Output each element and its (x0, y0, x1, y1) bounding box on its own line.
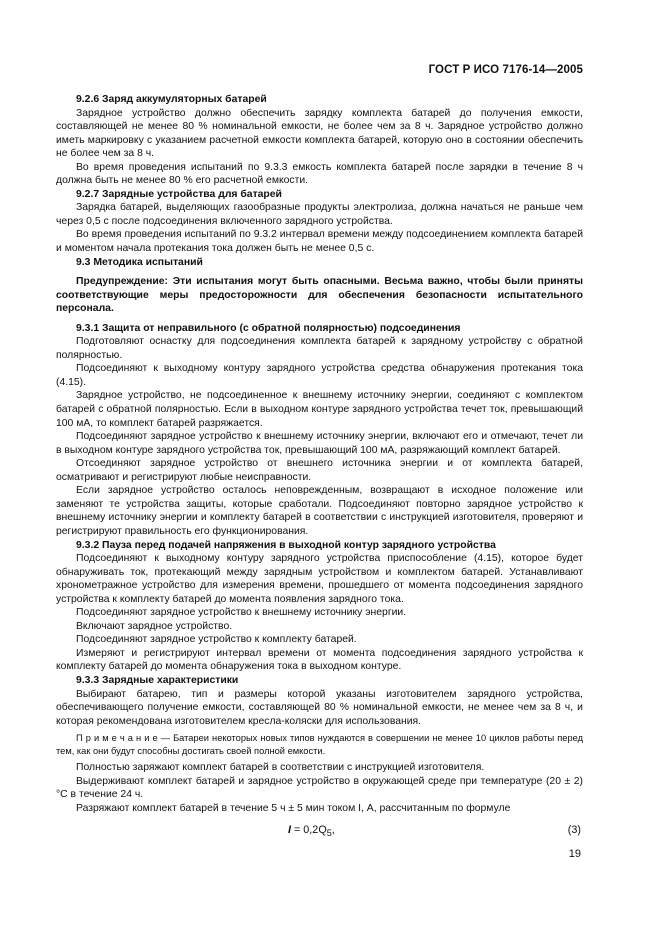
formula-subscript: 5 (326, 827, 332, 838)
section-heading: 9.3 Методика испытаний (76, 256, 203, 268)
body-paragraph: Если зарядное устройство осталось неповрежденным, возвращают в исходное положение или заменяют те устройства защиты, которые сработали. Подсоединяют повторно зарядное устройство к внешнему источнику энергии и комплекту батарей в соответствии с инструкцией изготовителя, проверяют и регистрируют правильность его функционирования. (56, 485, 583, 537)
note-paragraph: П р и м е ч а н и е — Батареи некоторых новых типов нуждаются в совершении не менее 10 циклов работы перед тем, как они будут способны достигать своей полной емкости. (56, 733, 583, 756)
body-paragraph: Во время проведения испытаний по 9.3.2 интервал времени между подсоединением комплекта батарей и моментом начала протекания тока должен быть не менее 0,5 с. (56, 229, 583, 255)
section-heading: 9.3.2 Пауза перед подачей напряжения в выходной контур зарядного устройства (76, 539, 496, 551)
page-number: 19 (568, 848, 581, 860)
body-paragraph: Разряжают комплект батарей в течение 5 ч ± 5 мин током I, А, рассчитанным по формуле (76, 802, 511, 814)
body-paragraph: Зарядка батарей, выделяющих газообразные продукты электролиза, должна начаться не раньше чем через 0,5 с после подсоединения включенного зарядного устройства. (56, 202, 583, 227)
section-heading: 9.2.7 Зарядные устройства для батарей (76, 188, 282, 200)
body-paragraph: Зарядное устройство должно обеспечить зарядку комплекта батарей до получения емкости, составляющей не менее 80 % номинальной емкости, не более чем за 8 ч. Зарядное устройство должно иметь маркировку с указанием расчетной емкости комплекта батарей, которую оно в состоянии обеспечить не более чем за 8 ч. (56, 107, 583, 160)
body-paragraph: Подсоединяют зарядное устройство к внешнему источнику энергии, включают его и отмечают, течет ли в выходном контуре зарядного устройства ток, превышающий 100 мА, разряжающий комплект батарей. (56, 431, 583, 456)
body-paragraph: Полностью заряжают комплект батарей в соответствии с инструкцией изготовителя. (76, 762, 485, 774)
body-paragraph: Выбирают батарею, тип и размеры которой указаны изготовителем зарядного устройства, обеспечивающего получение емкости, составляющей 80 % номинальной емкости, не менее чем за 8 ч, и которая рекомендована изготовителем кресла-коляски для использования. (56, 688, 583, 727)
document-header: ГОСТ Р ИСО 7176-14—2005 (428, 64, 583, 76)
body-paragraph: Подсоединяют к выходному контуру зарядного устройства приспособление (4.15), которое будет обнаруживать ток, протекающий между зарядным устройством и комплектом батарей. Устанавливают хронометражное устройство для измерения времени, прошедшего от момента подсоединения зарядного устройства к комплекту батарей до момента появления зарядного тока. (56, 553, 583, 605)
formula-trail: , (331, 823, 335, 836)
body-paragraph: Подсоединяют к выходному контуру зарядного устройства средства обнаружения протекания тока (4.15). (56, 363, 583, 388)
body-paragraph: Измеряют и регистрируют интервал времени от момента подсоединения зарядного устройства к комплекту батарей до момента обнаружения тока в выходном контуре. (56, 647, 583, 673)
paragraph-list (56, 93, 583, 816)
body-paragraph: Во время проведения испытаний по 9.3.3 емкость комплекта батарей после зарядки в течение 8 ч должна быть не менее 80 % его расчетной емкости. (56, 161, 583, 187)
formula (288, 824, 335, 841)
document-body (56, 93, 583, 842)
formula-lhs: I (288, 823, 291, 836)
body-paragraph: Включают зарядное устройство. (76, 620, 233, 632)
body-paragraph: Подготовляют оснастку для подсоединения комплекта батарей к зарядному устройству с обратной полярностью. (56, 336, 583, 361)
body-paragraph: Подсоединяют зарядное устройство к комплекту батарей. (76, 634, 357, 646)
formula-row (56, 822, 583, 842)
section-heading: 9.2.6 Заряд аккумуляторных батарей (76, 94, 267, 105)
equation-number: (3) (567, 823, 581, 836)
body-paragraph: Зарядное устройство, не подсоединенное к внешнему источнику энергии, соединяют с комплектом батарей с обратной полярностью. Если в выходном контуре зарядного устройства течет ток, превышающий 100 мА, то комплект батарей разряжается. (56, 390, 583, 429)
section-heading: 9.3.1 Защита от неправильного (с обратной полярностью) подсоединения (76, 322, 461, 334)
warning-paragraph: Предупреждение: Эти испытания могут быть опасными. Весьма важно, чтобы были приняты соответствующие меры предосторожности для обеспечения безопасности испытательного персонала. (56, 276, 583, 315)
section-heading: 9.3.3 Зарядные характеристики (76, 674, 239, 686)
formula-rhs: = 0,2Q (291, 823, 327, 836)
body-paragraph: Подсоединяют зарядное устройство к внешнему источнику энергии. (76, 607, 407, 619)
body-paragraph: Отсоединяют зарядное устройство от внешнего источника энергии и от комплекта батарей, осматривают и регистрируют любые неисправности. (56, 458, 583, 483)
body-paragraph: Выдерживают комплект батарей и зарядное устройство в окружающей среде при температуре (20 ± 2) °С в течение 24 ч. (56, 775, 583, 801)
